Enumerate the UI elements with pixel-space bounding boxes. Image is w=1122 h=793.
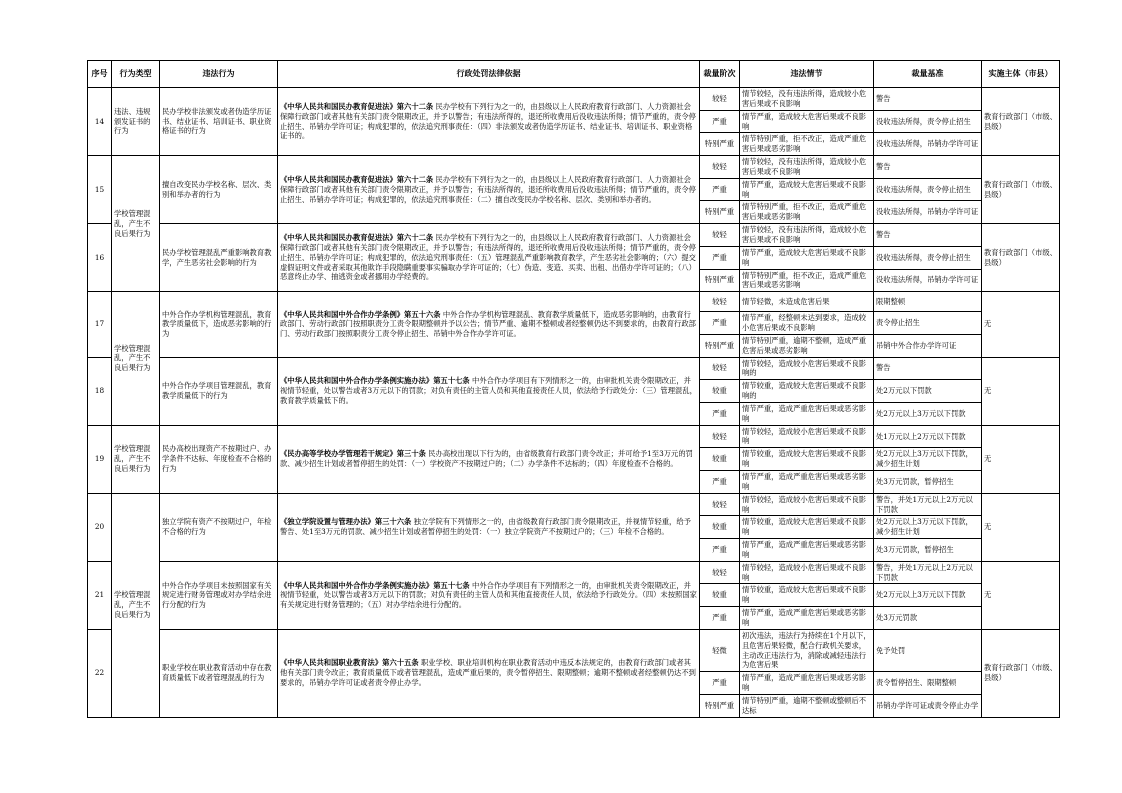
standard-cell: 警告，并处1万元以上2万元以下罚款 bbox=[874, 493, 982, 516]
law-text: 中外合作办学项目有下列情形之一的，由审批机关责令限期改正，并视情节轻重，处以警告或者3万元以下的罚款；对负有责任的主管人员和其他直接责任人员，依法给予行政处分：（三）管理混乱，教育教学质量低下的。 bbox=[280, 376, 697, 406]
circumstance-cell: 情节较轻，造成较小危害后果或不良影响 bbox=[740, 425, 874, 448]
standard-cell: 没收违法所得，吊销办学许可证 bbox=[874, 201, 982, 224]
basis-cell bbox=[278, 493, 700, 561]
table-row bbox=[88, 224, 1060, 247]
circumstance-cell: 情节轻微，未造成危害后果 bbox=[740, 292, 874, 312]
level-cell: 较轻 bbox=[700, 357, 740, 380]
table-row bbox=[88, 88, 1060, 111]
standard-cell: 免予处罚 bbox=[874, 629, 982, 671]
standard-cell: 限期整顿 bbox=[874, 292, 982, 312]
authority-cell: 无 bbox=[982, 425, 1060, 493]
basis-cell bbox=[278, 357, 700, 425]
standard-cell: 处2万元以上3万元以下罚款，减少招生计划 bbox=[874, 516, 982, 539]
standard-cell: 处3万元罚款 bbox=[874, 607, 982, 630]
standard-cell: 警告，并处1万元以上2万元以下罚款 bbox=[874, 561, 982, 584]
law-text: 民办学校有下列行为之一的，由县级以上人民政府教育行政部门、人力资源社会保障行政部门或者其他有关部门责令限期改正，并予以警告；有违法所得的，退还所收费用后没收违法所得；情节严重的，责令停止招生、吊销办学许可证；构成犯罪的，依法追究刑事责任：（二）擅自改变民办学校名称、层次、类别和举办者的。 bbox=[280, 174, 696, 204]
seq-cell: 21 bbox=[88, 561, 112, 629]
standard-cell: 责令停止招生 bbox=[874, 312, 982, 335]
level-cell: 特别严重 bbox=[700, 694, 740, 717]
law-text: 民办学校有下列行为之一的，由县级以上人民政府教育行政部门、人力资源社会保障行政部门或者其他有关部门责令限期改正，并予以警告；有违法所得的，退还所收费用后没收违法所得；情节严重的，责令停止招生、吊销办学许可证；构成犯罪的，依法追究刑事责任：（五）管理混乱严重影响教育教学，产生恶劣社会影响的；（六）提交虚假证明文件或者采取其他欺诈手段隐瞒重要事实骗取办学许可证的；（七）伪造、变造、买卖、出租、出借办学许可证的；（八）恶意终止办学、抽逃资金或者挪用办学经费的。 bbox=[280, 233, 696, 282]
level-cell: 较重 bbox=[700, 448, 740, 471]
level-cell: 严重 bbox=[700, 471, 740, 494]
col-standard: 裁量基准 bbox=[874, 61, 982, 88]
standard-cell: 处1万元以上2万元以下罚款 bbox=[874, 425, 982, 448]
behavior-cell: 独立学院有资产不按期过户，年检不合格的行为 bbox=[160, 493, 278, 561]
circumstance-cell: 情节较重，造成较大危害后果或不良影响 bbox=[740, 516, 874, 539]
law-text: 独立学院有下列情形之一的，由省级教育行政部门责令限期改正，并视情节轻重，给予警告、处1至3万元的罚款、减少招生计划或者暂停招生的处罚：（一）独立学院资产不按期过户的；（三）年检不合格的。 bbox=[280, 517, 691, 537]
behavior-cell: 擅自改变民办学校名称、层次、类别和举办者的行为 bbox=[160, 156, 278, 224]
circumstance-cell: 情节较重，造成较大危害后果或不良影响的 bbox=[740, 380, 874, 403]
table-row bbox=[88, 561, 1060, 584]
circumstance-cell: 情节较重，造成较大危害后果或不良影响 bbox=[740, 448, 874, 471]
level-cell: 严重 bbox=[700, 246, 740, 269]
authority-cell: 教育行政部门（市级、县级） bbox=[982, 629, 1060, 717]
circumstance-cell: 情节严重，造成严重危害后果或恶劣影响 bbox=[740, 672, 874, 695]
penalty-table bbox=[87, 60, 1060, 718]
basis-cell bbox=[278, 224, 700, 292]
authority-cell: 无 bbox=[982, 561, 1060, 629]
basis-cell bbox=[278, 425, 700, 493]
law-title: 《独立学院设置与管理办法》第三十六条 bbox=[280, 517, 412, 527]
authority-cell: 无 bbox=[982, 357, 1060, 425]
type-cell: 学校管理混乱，产生不良后果行为 bbox=[112, 292, 160, 425]
type-cell: 违法、违规颁发证书的行为 bbox=[112, 88, 160, 156]
col-type: 行为类型 bbox=[112, 61, 160, 88]
level-cell: 较轻 bbox=[700, 224, 740, 247]
level-cell: 较轻 bbox=[700, 292, 740, 312]
circumstance-cell: 情节特别严重，逾期不整顿，造成严重危害后果或恶劣影响 bbox=[740, 334, 874, 357]
behavior-cell: 民办学校非法颁发或者伪造学历证书、结业证书、培训证书、职业资格证书的行为 bbox=[160, 88, 278, 156]
header-row bbox=[88, 61, 1060, 88]
circumstance-cell: 情节特别严重，逾期不整顿或整顿后不达标 bbox=[740, 694, 874, 717]
circumstance-cell: 情节严重，造成严重危害后果或恶劣影响 bbox=[740, 402, 874, 425]
circumstance-cell: 情节较轻，没有违法所得，造成较小危害后果或不良影响 bbox=[740, 224, 874, 247]
table-row bbox=[88, 425, 1060, 448]
circumstance-cell: 情节较重，造成较大危害后果或不良影响 bbox=[740, 584, 874, 607]
standard-cell: 没收违法所得，责令停止招生 bbox=[874, 178, 982, 201]
level-cell: 严重 bbox=[700, 539, 740, 562]
level-cell: 较重 bbox=[700, 516, 740, 539]
authority-cell: 无 bbox=[982, 292, 1060, 357]
seq-cell: 18 bbox=[88, 357, 112, 425]
circumstance-cell: 情节较轻，造成较小危害后果或不良影响的 bbox=[740, 357, 874, 380]
behavior-cell: 中外合作办学项目管理混乱，教育教学质量低下的行为 bbox=[160, 357, 278, 425]
basis-cell bbox=[278, 561, 700, 629]
level-cell: 严重 bbox=[700, 672, 740, 695]
seq-cell: 19 bbox=[88, 425, 112, 493]
law-title: 《中华人民共和国民办教育促进法》第六十二条 bbox=[280, 174, 434, 184]
level-cell: 较重 bbox=[700, 584, 740, 607]
circumstance-cell: 情节严重，造成严重危害后果或恶劣影响 bbox=[740, 539, 874, 562]
behavior-cell: 民办高校出现资产不按期过户、办学条件不达标、年度检查不合格的行为 bbox=[160, 425, 278, 493]
circumstance-cell: 情节严重，造成较大危害后果或不良影响 bbox=[740, 110, 874, 133]
level-cell: 较轻 bbox=[700, 88, 740, 111]
standard-cell: 没收违法所得，吊销办学许可证 bbox=[874, 269, 982, 292]
standard-cell: 吊销中外合作办学许可证 bbox=[874, 334, 982, 357]
col-seq: 序号 bbox=[88, 61, 112, 88]
level-cell: 较轻 bbox=[700, 425, 740, 448]
standard-cell: 吊销办学许可证或责令停止办学 bbox=[874, 694, 982, 717]
type-cell: 学校管理混乱，产生不良后果行为 bbox=[112, 156, 160, 292]
level-cell: 严重 bbox=[700, 178, 740, 201]
behavior-cell: 民办学校管理混乱严重影响教育教学，产生恶劣社会影响的行为 bbox=[160, 224, 278, 292]
standard-cell: 警告 bbox=[874, 88, 982, 111]
law-text: 职业学校、职业培训机构在职业教育活动中违反本法规定的，由教育行政部门或者其他有关部门责令改正；教育质量低下或者管理混乱，造成严重后果的，责令暂停招生、限期整顿；逾期不整顿或者经整顿仍达不到要求的，吊销办学许可证或者责令停止办学。 bbox=[280, 658, 696, 688]
authority-cell: 教育行政部门（市级、县级） bbox=[982, 88, 1060, 156]
type-cell: 学校管理混乱，产生不良后果行为 bbox=[112, 425, 160, 493]
level-cell: 严重 bbox=[700, 607, 740, 630]
law-text: 民办学校有下列行为之一的，由县级以上人民政府教育行政部门、人力资源社会保障行政部门或者其他有关部门责令限期改正，并予以警告；有违法所得的，退还所收费用后没收违法所得；情节严重的，责令停止招生、吊销办学许可证；构成犯罪的，依法追究刑事责任：（四）非法颁发或者伪造学历证书、结业证书、培训证书、职业资格证书的。 bbox=[280, 101, 696, 141]
basis-cell bbox=[278, 88, 700, 156]
level-cell: 较轻 bbox=[700, 156, 740, 179]
basis-cell bbox=[278, 156, 700, 224]
law-title: 《中华人民共和国中外合作办学条例实施办法》第五十七条 bbox=[280, 376, 470, 386]
authority-cell: 教育行政部门（市级、县级） bbox=[982, 156, 1060, 224]
seq-cell: 15 bbox=[88, 156, 112, 224]
table-row bbox=[88, 493, 1060, 516]
table-row bbox=[88, 292, 1060, 312]
seq-cell: 14 bbox=[88, 88, 112, 156]
standard-cell: 没收违法所得，吊销办学许可证 bbox=[874, 133, 982, 156]
col-basis: 行政处罚法律依据 bbox=[278, 61, 700, 88]
circumstance-cell: 情节严重，造成较大危害后果或不良影响 bbox=[740, 178, 874, 201]
standard-cell: 处2万元以上3万元以下罚款 bbox=[874, 402, 982, 425]
seq-cell: 22 bbox=[88, 629, 112, 717]
level-cell: 特别严重 bbox=[700, 334, 740, 357]
seq-cell: 20 bbox=[88, 493, 112, 561]
col-authority: 实施主体（市县） bbox=[982, 61, 1060, 88]
standard-cell: 警告 bbox=[874, 224, 982, 247]
circumstance-cell: 初次违法，违法行为持续在1个月以下，且危害后果轻微，配合行政机关要求，主动改正违法行为，消除或减轻违法行为危害后果 bbox=[740, 629, 874, 671]
level-cell: 轻微 bbox=[700, 629, 740, 671]
circumstance-cell: 情节特别严重，拒不改正，造成严重危害后果或恶劣影响 bbox=[740, 201, 874, 224]
col-circumstance: 违法情节 bbox=[740, 61, 874, 88]
level-cell: 较轻 bbox=[700, 493, 740, 516]
basis-cell bbox=[278, 292, 700, 357]
level-cell: 特别严重 bbox=[700, 201, 740, 224]
circumstance-cell: 情节特别严重，拒不改正，造成严重危害后果或恶劣影响 bbox=[740, 133, 874, 156]
type-cell: 学校管理混乱，产生不良后果行为 bbox=[112, 493, 160, 717]
circumstance-cell: 情节严重，造成严重危害后果或恶劣影响 bbox=[740, 607, 874, 630]
circumstance-cell: 情节特别严重，拒不改正，造成严重危害后果或恶劣影响 bbox=[740, 269, 874, 292]
level-cell: 严重 bbox=[700, 402, 740, 425]
law-title: 《中华人民共和国职业教育法》第六十五条 bbox=[280, 658, 419, 668]
circumstance-cell: 情节严重，造成严重危害后果或恶劣影响 bbox=[740, 471, 874, 494]
col-behavior: 违法行为 bbox=[160, 61, 278, 88]
table-row bbox=[88, 629, 1060, 671]
law-text: 中外合作办学机构管理混乱、教育教学质量低下，造成恶劣影响的，由教育行政部门、劳动行政部门按照职责分工责令限期整顿并予以公告；情节严重、逾期不整顿或者经整顿仍达不到要求的，由教育行政部门、劳动行政部门按照职责分工责令停止招生、吊销中外合作办学许可证。 bbox=[280, 309, 696, 339]
level-cell: 严重 bbox=[700, 110, 740, 133]
level-cell: 较轻 bbox=[700, 561, 740, 584]
table-row bbox=[88, 156, 1060, 179]
standard-cell: 责令暂停招生、限期整顿 bbox=[874, 672, 982, 695]
circumstance-cell: 情节较轻，没有违法所得，造成较小危害后果或不良影响 bbox=[740, 88, 874, 111]
circumstance-cell: 情节严重，造成较大危害后果或不良影响 bbox=[740, 246, 874, 269]
circumstance-cell: 情节较轻，造成较小危害后果或不良影响 bbox=[740, 493, 874, 516]
level-cell: 特别严重 bbox=[700, 269, 740, 292]
standard-cell: 处2万元以上3万元以下罚款，减少招生计划 bbox=[874, 448, 982, 471]
col-level: 裁量阶次 bbox=[700, 61, 740, 88]
standard-cell: 处3万元罚款，暂停招生 bbox=[874, 471, 982, 494]
level-cell: 较重 bbox=[700, 380, 740, 403]
standard-cell: 处2万元以上3万元以下罚款 bbox=[874, 584, 982, 607]
circumstance-cell: 情节较轻，没有违法所得，造成较小危害后果或不良影响 bbox=[740, 156, 874, 179]
law-title: 《中华人民共和国民办教育促进法》第六十二条 bbox=[280, 101, 434, 111]
basis-cell bbox=[278, 629, 700, 717]
seq-cell: 17 bbox=[88, 292, 112, 357]
circumstance-cell: 情节较轻，造成较小危害后果或不良影响 bbox=[740, 561, 874, 584]
standard-cell: 警告 bbox=[874, 156, 982, 179]
law-title: 《中华人民共和国中外合作办学条例》第五十六条 bbox=[280, 309, 441, 319]
standard-cell: 没收违法所得，责令停止招生 bbox=[874, 110, 982, 133]
standard-cell: 警告 bbox=[874, 357, 982, 380]
level-cell: 特别严重 bbox=[700, 133, 740, 156]
table-row bbox=[88, 357, 1060, 380]
law-title: 《中华人民共和国民办教育促进法》第六十二条 bbox=[280, 233, 434, 243]
seq-cell: 16 bbox=[88, 224, 112, 292]
authority-cell: 无 bbox=[982, 493, 1060, 561]
law-title: 《民办高等学校办学管理若干规定》第三十条 bbox=[280, 449, 426, 459]
level-cell: 严重 bbox=[700, 312, 740, 335]
standard-cell: 没收违法所得，责令停止招生 bbox=[874, 246, 982, 269]
circumstance-cell: 情节严重，经整顿未达到要求，造成较小危害后果或不良影响 bbox=[740, 312, 874, 335]
behavior-cell: 中外合作办学项目未按照国家有关规定进行财务管理或对办学结余进行分配的行为 bbox=[160, 561, 278, 629]
behavior-cell: 职业学校在职业教育活动中存在教育质量低下或者管理混乱的行为 bbox=[160, 629, 278, 717]
law-text: 民办高校出现以下行为的，由省级教育行政部门责令改正；并可给予1至3万元的罚款、减少招生计划或者暂停招生的处罚：（一）学校资产不按期过户的；（二）办学条件不达标的；（四）年度检查不合格的。 bbox=[280, 449, 693, 469]
behavior-cell: 中外合作办学机构管理混乱，教育教学质量低下，造成恶劣影响的行为 bbox=[160, 292, 278, 357]
standard-cell: 处3万元罚款，暂停招生 bbox=[874, 539, 982, 562]
law-title: 《中华人民共和国中外合作办学条例实施办法》第五十七条 bbox=[280, 580, 470, 590]
standard-cell: 处2万元以下罚款 bbox=[874, 380, 982, 403]
authority-cell: 教育行政部门（市级、县级） bbox=[982, 224, 1060, 292]
law-text: 中外合作办学项目有下列情形之一的，由审批机关责令限期改正，并视情节轻重，处以警告或者3万元以下的罚款；对负有责任的主管人员和其他直接责任人员，依法给予行政处分。（四）未按照国家有关规定进行财务管理的；（五）对办学结余进行分配的。 bbox=[280, 580, 697, 610]
